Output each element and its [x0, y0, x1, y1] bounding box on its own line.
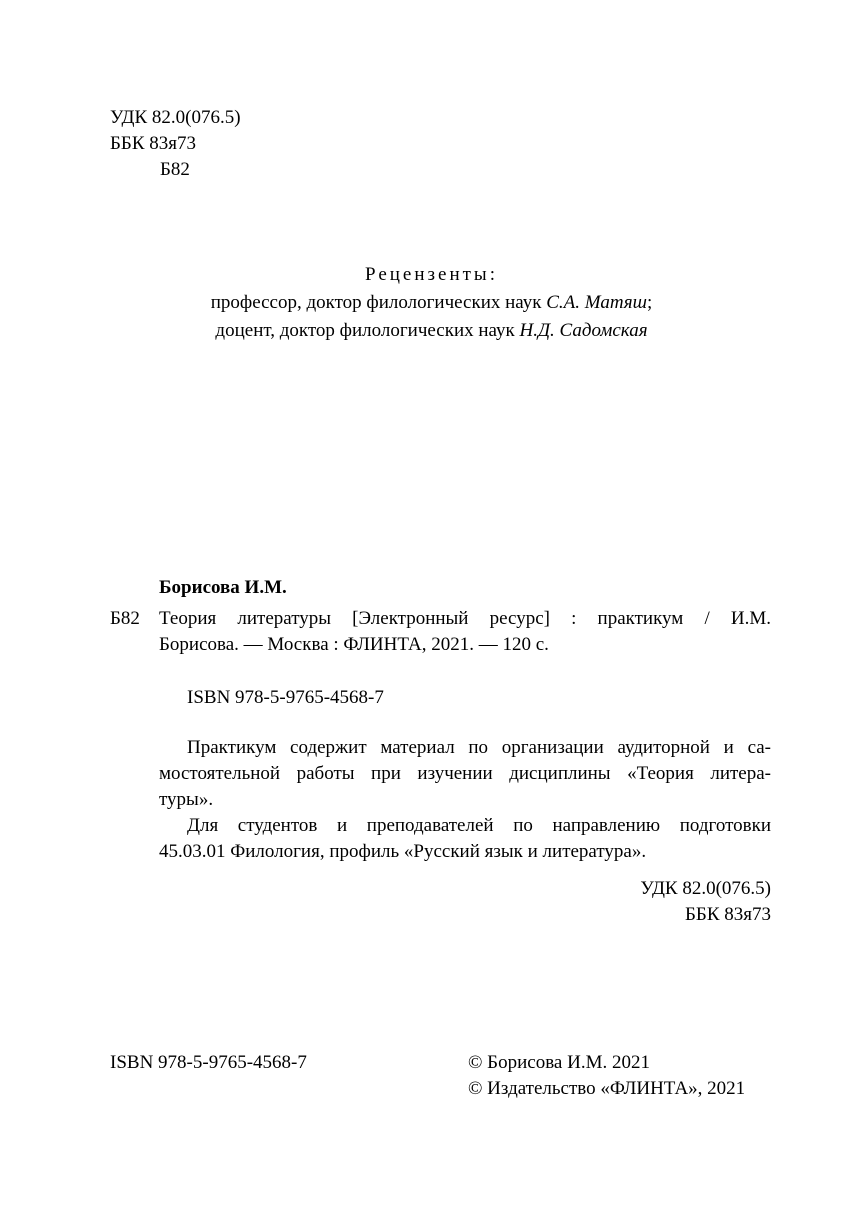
copyright-author: © Борисова И.М. 2021 — [468, 1052, 650, 1073]
udk-code: УДК 82.0(076.5) — [110, 107, 241, 128]
annotation-paragraph-1 — [159, 735, 771, 813]
entry-author: Борисова И.М. — [159, 577, 287, 598]
footer-udk-code: УДК 82.0(076.5) — [640, 878, 771, 899]
annotation-p2-line-1: Для студентов и преподавателей по направлению подготовки — [187, 815, 771, 836]
reviewer-2-name: Н.Д. Садомская — [519, 320, 648, 341]
classification-codes — [110, 105, 241, 183]
reviewer-2-title: доцент, доктор филологических наук — [215, 320, 515, 341]
reviewer-1-suffix: ; — [646, 292, 653, 313]
annotation-paragraph-2 — [159, 813, 771, 865]
bbk-code: ББК 83я73 — [110, 133, 196, 154]
annotation-p1-line-2: мостоятельной работы при изучении дисциплины «Теория литера- — [159, 763, 771, 784]
annotation — [159, 735, 771, 865]
footer-bbk-code: ББК 83я73 — [685, 904, 771, 925]
entry-line-2: Борисова. — Москва : ФЛИНТА, 2021. — 120 с. — [159, 634, 549, 655]
reviewer-1-name: С.А. Матяш — [546, 292, 647, 313]
copyright-publisher: © Издательство «ФЛИНТА», 2021 — [468, 1078, 746, 1099]
entry-author-mark: Б82 — [110, 608, 140, 629]
entry-line-1: Теория литературы [Электронный ресурс] : практикум / И.М. — [159, 608, 771, 629]
annotation-p1-line-1: Практикум содержит материал по организации аудиторной и са- — [187, 737, 771, 758]
imprint-isbn: ISBN 978-5-9765-4568-7 — [110, 1052, 307, 1073]
entry-isbn: ISBN 978-5-9765-4568-7 — [187, 687, 384, 708]
reviewers-heading: Рецензенты: — [365, 264, 498, 285]
reviewers-block — [0, 262, 863, 346]
annotation-p2-line-2: 45.03.01 Филология, профиль «Русский язык и литература». — [159, 841, 647, 862]
copyright-block — [468, 1050, 745, 1102]
author-mark: Б82 — [160, 159, 190, 180]
footer-classification-codes — [470, 876, 771, 928]
reviewer-1 — [0, 290, 863, 318]
entry-description — [159, 606, 771, 658]
reviewer-1-title: профессор, доктор филологических наук — [210, 292, 542, 313]
annotation-p1-line-3: туры». — [159, 789, 214, 810]
reviewer-2 — [0, 318, 863, 346]
